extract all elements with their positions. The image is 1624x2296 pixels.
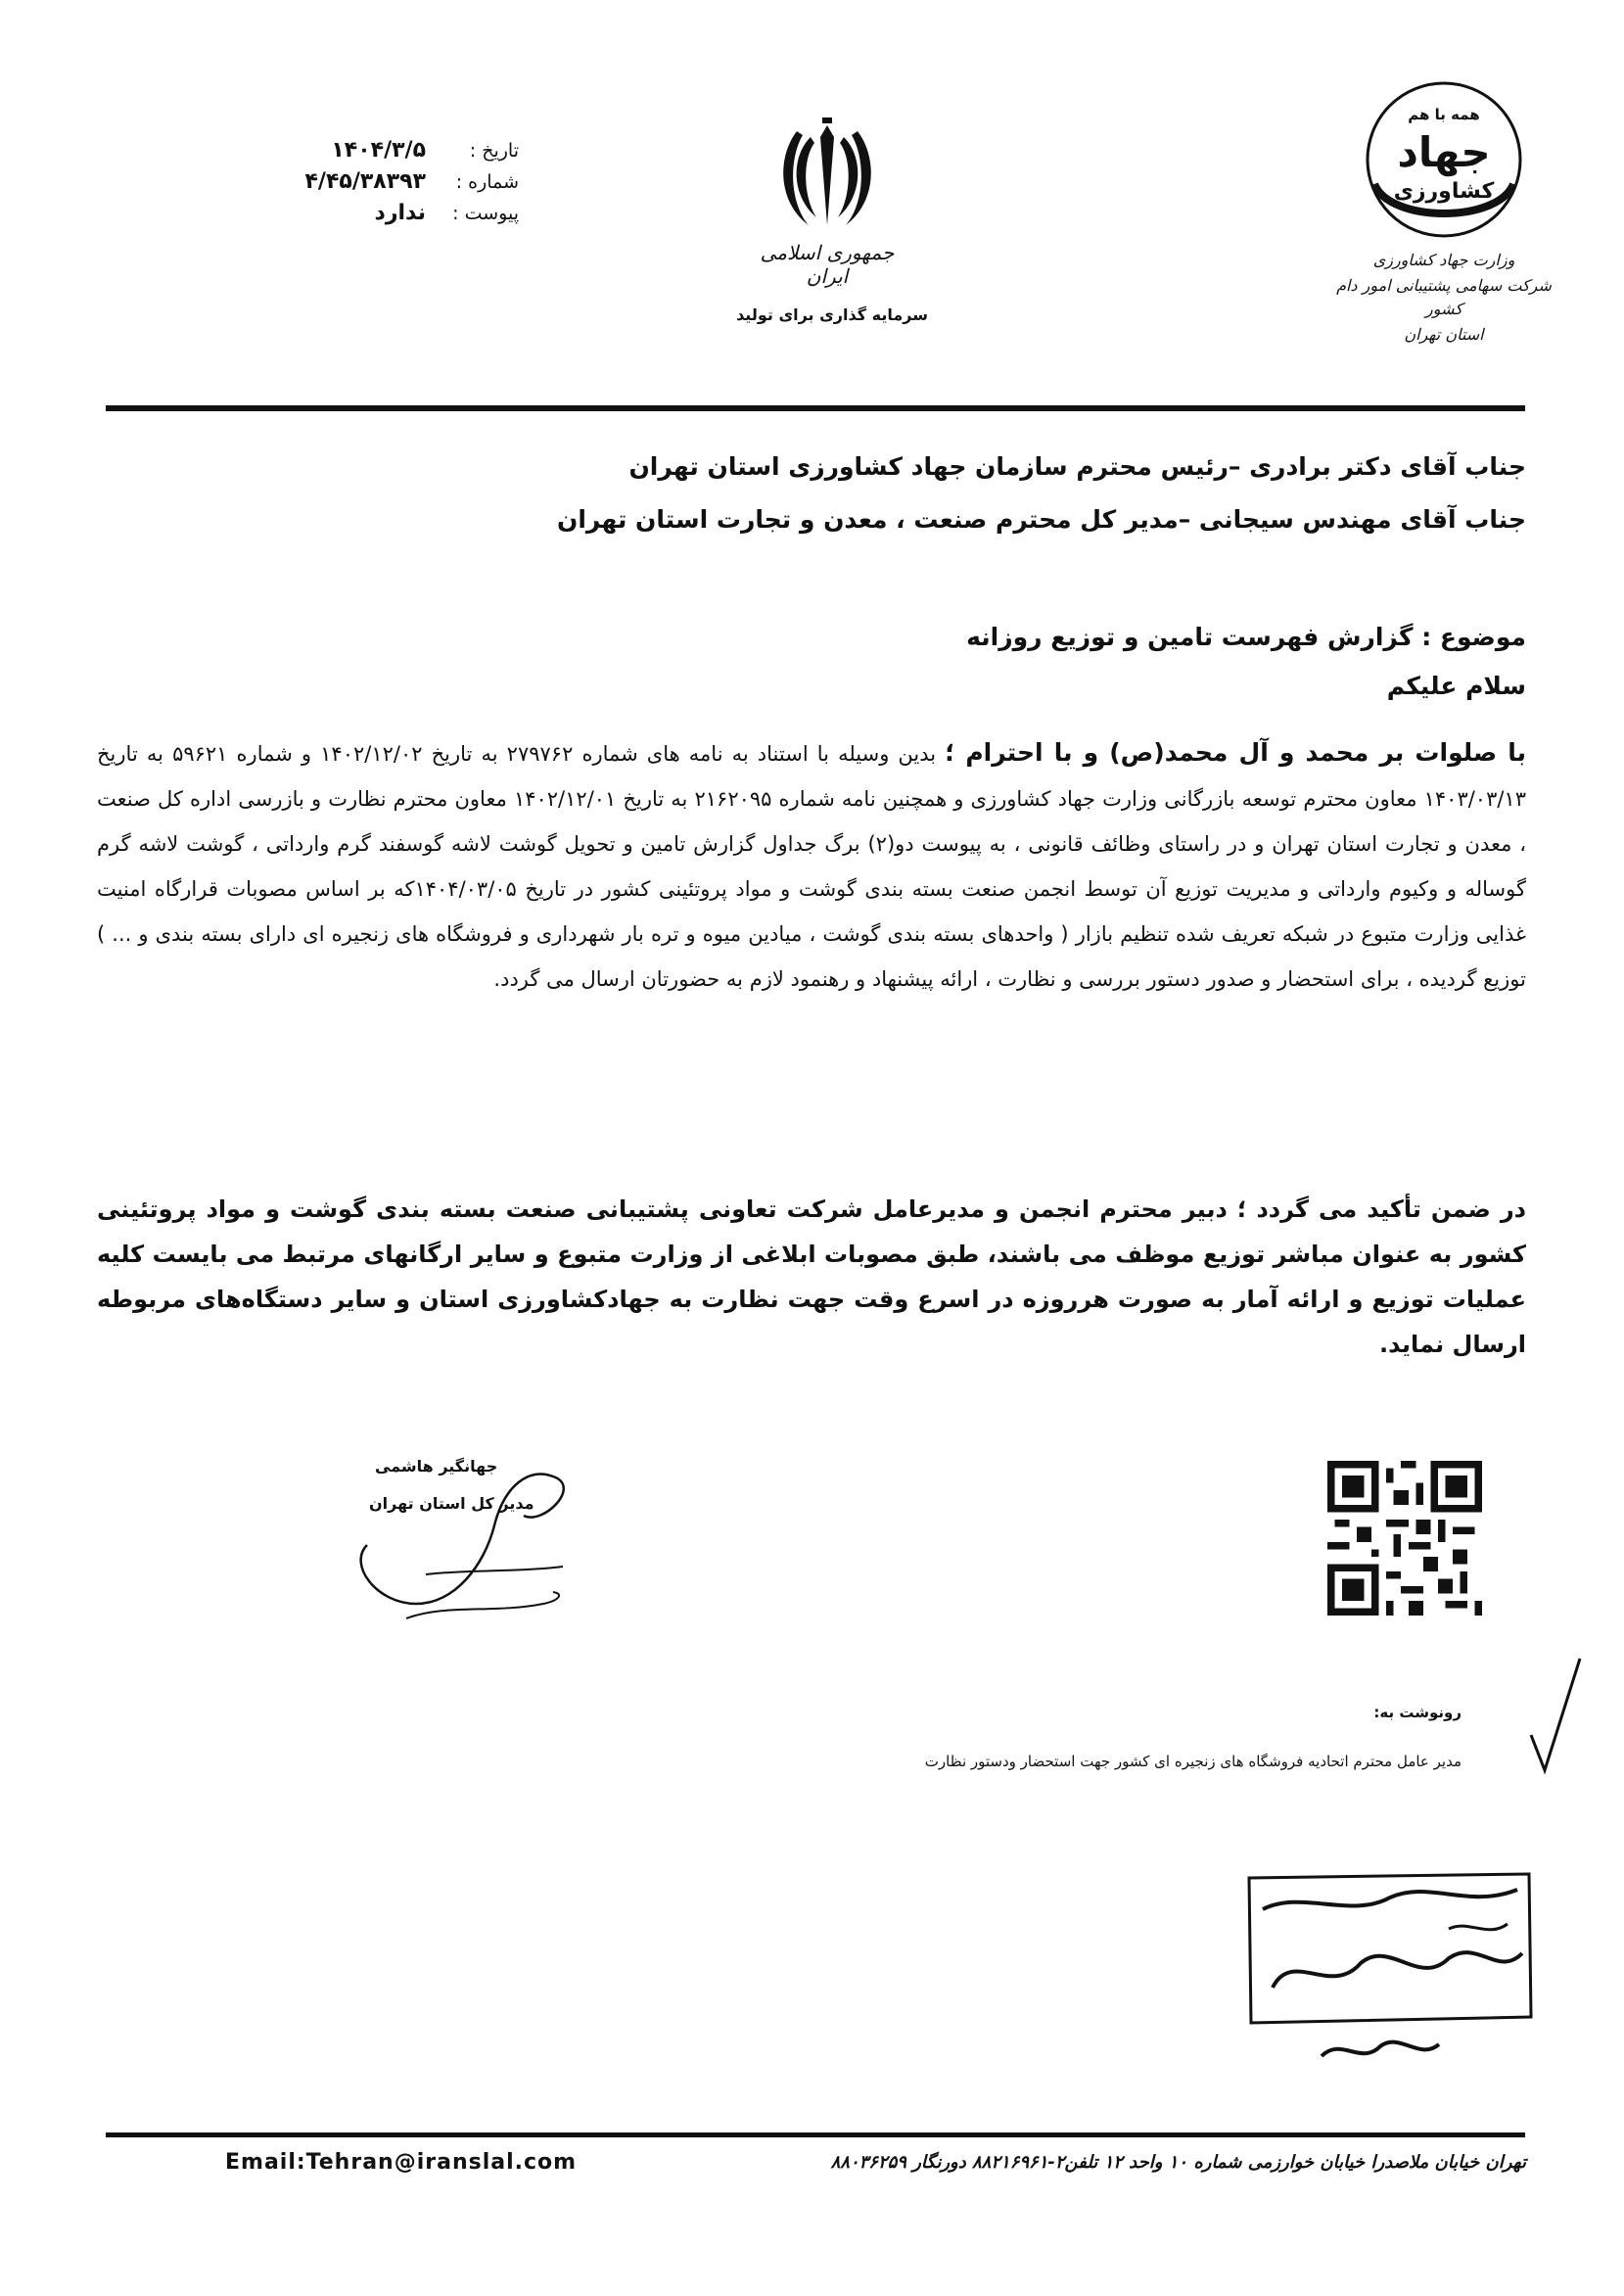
national-emblem — [744, 117, 910, 313]
footer-divider — [106, 2132, 1525, 2137]
checkmark-icon — [1527, 1655, 1586, 1782]
subject-line: موضوع : گزارش فهرست تامین و توزیع روزانه — [966, 623, 1526, 651]
addressee-2: جناب آقای مهندس سیجانی –مدیر کل محترم صنعت ، معدن و تجارت استان تهران — [557, 505, 1526, 534]
stamp-icon — [1243, 1870, 1537, 2076]
logo-sub-text: کشاورزی — [1393, 179, 1495, 204]
addressee-1: جناب آقای دکتر برادری –رئیس محترم سازمان جهاد کشاورزی استان تهران — [628, 452, 1526, 481]
header-divider — [106, 405, 1525, 411]
attachment-value: ندارد — [374, 201, 426, 225]
signature-scribble-icon — [348, 1457, 622, 1643]
signer-name: جهانگیر هاشمی — [375, 1457, 498, 1476]
org-line-1: وزارت جهاد کشاورزی — [1372, 251, 1515, 269]
cc-item: مدیر عامل محترم اتحادیه فروشگاه های زنجیره ای کشور جهت استحضار ودستور نظارت — [924, 1753, 1462, 1770]
signature-block — [348, 1457, 622, 1643]
emblem-icon — [773, 117, 881, 235]
number-row — [294, 166, 519, 198]
number-label: شماره : — [455, 171, 519, 193]
body-paragraph-2: در ضمن تأکید می گردد ؛ دبیر محترم انجمن و مدیرعامل شرکت تعاونی پشتیبانی صنعت بسته بندی گوشت و مواد پروتئینی کشور به عنوان مباشر توزیع موظف می باشند، طبق مصوبات ابلاغی از وزارت متبوع و سایر ارگانهای مرتبط می بایست کلیه عملیات توزیع و ارائه آمار به صورت هرروزه در اسرع وقت جهت نظارت به جهادکشاورزی استان و سایر دستگاه‌های مربوطه ارسال نماید. — [97, 1195, 1526, 1358]
attachment-label: پیوست : — [452, 203, 519, 224]
registration-stamp — [1243, 1870, 1537, 2076]
date-row — [294, 135, 519, 166]
tagline: سرمایه گذاری برای تولید — [736, 305, 928, 324]
paragraph-lead: با صلوات بر محمد و آل محمد(ص) و با احترام ؛ — [945, 738, 1526, 767]
signer-title: مدیر کل استان تهران — [369, 1494, 534, 1513]
qr-code — [1327, 1461, 1482, 1616]
emblem-caption: جمهوری اسلامی ایران — [760, 241, 895, 288]
logo-top-text: همه با هم — [1408, 106, 1480, 123]
date-value: ۱۴۰۴/۳/۵ — [331, 138, 426, 163]
greeting: سلام علیکم — [1386, 672, 1526, 700]
logo-main-text: جهاد — [1397, 128, 1491, 176]
qr-code-icon — [1327, 1461, 1482, 1616]
date-label: تاریخ : — [469, 140, 519, 162]
ministry-logo — [1336, 76, 1552, 360]
org-line-3: استان تهران — [1404, 325, 1484, 344]
footer-email: Email:Tehran@iranslal.com — [225, 2150, 578, 2175]
footer-address: تهران خیابان ملاصدرا خیابان خوارزمی شماره ۱۰ واحد ۱۲ تلفن۲-۸۸۲۱۶۹۶۱ دورنگار ۸۸۰۳۶۲۵۹ — [830, 2152, 1526, 2173]
body-paragraph-1 — [97, 730, 1526, 1002]
paragraph-text: بدین وسیله با استناد به نامه های شماره ۲۷۹۷۶۲ به تاریخ ۱۴۰۲/۱۲/۰۲ و شماره ۵۹۶۲۱ به تاریخ ۱۴۰۳/۰۳/۱۳ معاون محترم توسعه بازرگانی وزارت جهاد کشاورزی و همچنین نامه شماره ۲۱۶۲۰۹۵ به تاریخ ۱۴۰۲/۱۲/۰۱ معاون محترم نظارت و بازرسی اداره کل صنعت ، معدن و تجارت استان تهران و در راستای وظائف قانونی ، به پیوست دو(۲) برگ جداول گزارش تامین و تحویل گوشت لاشه گوسفند گرم وارداتی ، گوشت لاشه گرم گوساله و وکیوم وارداتی و مدیریت توزیع آن توسط انجمن صنعت بسته بندی گوشت و مواد پروتئینی کشور در تاریخ ۱۴۰۴/۰۳/۰۵که بر اساس مصوبات قرارگاه امنیت غذایی وزارت متبوع در شبکه تعریف شده تنظیم بازار ( واحدهای بسته بندی گوشت ، میادین میوه و تره بار شهرداری و فروشگاه های زنجیره ای دارای بسته بندی و ... ) توزیع گردیده ، برای استحضار و صدور دستور بررسی و نظارت ، ارائه پیشنهاد و رهنمود لازم به حضورتان ارسال می گردد. — [97, 742, 1527, 991]
cc-label: رونوشت به: — [1373, 1704, 1462, 1721]
number-value: ۴/۴۵/۳۸۳۹۳ — [304, 169, 426, 194]
jahad-logo-icon — [1361, 76, 1527, 243]
letter-meta — [294, 135, 519, 229]
attachment-row — [294, 198, 519, 229]
org-line-2: شرکت سهامی پشتیبانی امور دام کشور — [1336, 276, 1552, 318]
